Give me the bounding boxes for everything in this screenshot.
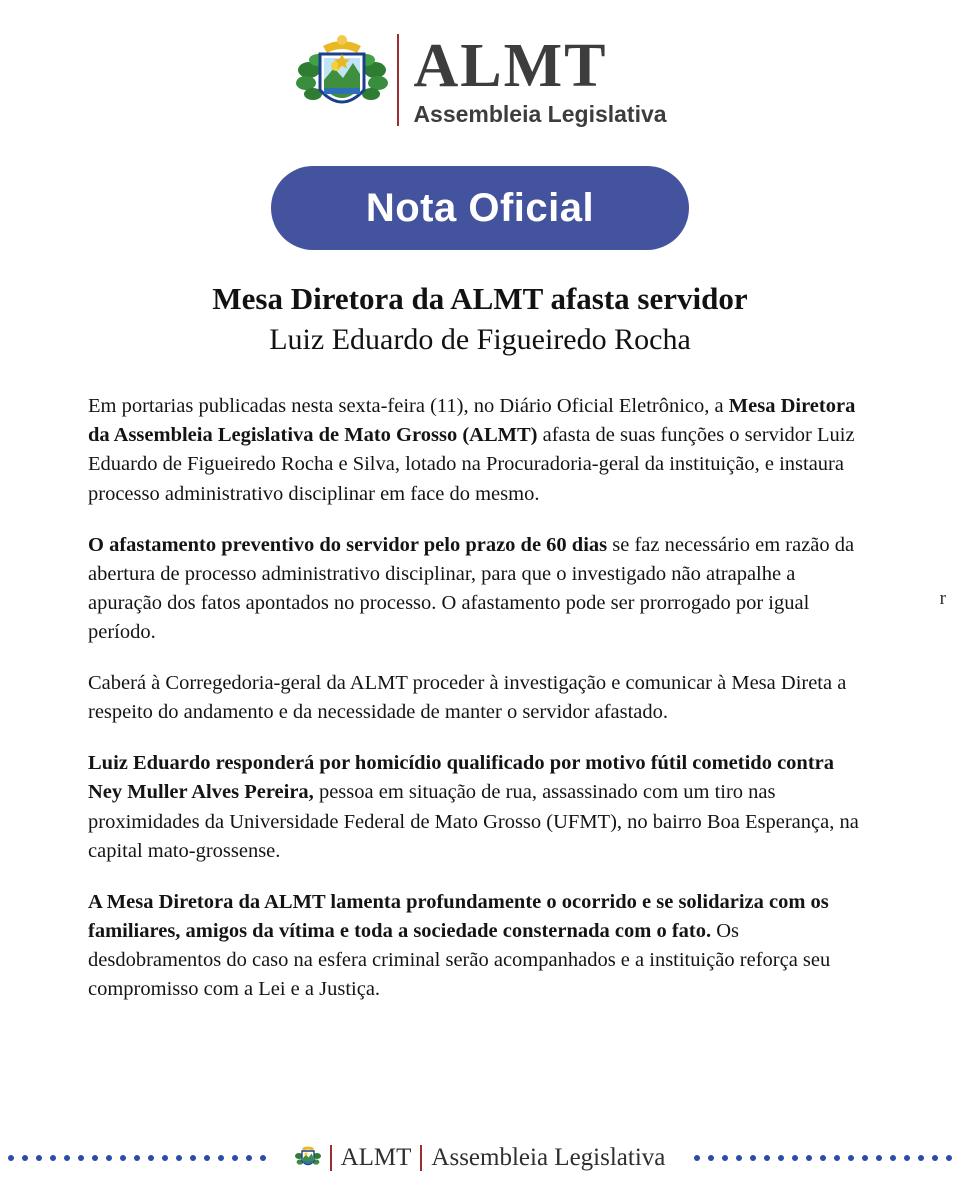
page-title: [0, 280, 960, 358]
paragraph-1-part-a: Em portarias publicadas nesta sexta-feira (11), no Diário Oficial Eletrônico, a: [88, 395, 729, 418]
paragraph-4-bold: Luiz Eduardo responderá por homicídio qualificado por motivo fútil cometido contra Ney Muller Alves Pereira,: [88, 752, 835, 804]
document-footer: [0, 1138, 960, 1178]
stray-margin-mark: r: [939, 588, 946, 609]
nota-oficial-badge-wrap: [0, 166, 960, 250]
footer-divider-2: [420, 1145, 422, 1171]
footer-dots-left: [8, 1154, 273, 1162]
almt-wordmark-text: ALMT: [413, 31, 608, 100]
footer-divider: [330, 1145, 332, 1171]
paragraph-2: [88, 531, 872, 647]
paragraph-2-bold: O afastamento preventivo do servidor pelo prazo de 60 dias: [88, 533, 608, 556]
paragraph-4: [88, 749, 872, 865]
paragraph-2-part-b: se faz necessário em razão da abertura de processo administrativo disciplinar, para que o investigado não atrapalhe a apuração dos fatos apontados no processo. O afastamento pode ser prorrogado por igual período.: [88, 533, 855, 644]
paragraph-5: [88, 888, 872, 1004]
mato-grosso-coat-of-arms-icon: [293, 30, 391, 130]
footer-brand-name: ALMT: [340, 1144, 412, 1171]
almt-logo-header: [0, 0, 960, 130]
paragraph-5-bold: A Mesa Diretora da ALMT lamenta profundamente o ocorrido e se solidariza com os familiares, amigos da vítima e toda a sociedade consternada com o fato.: [88, 890, 829, 942]
almt-wordmark-subtitle: Assembleia Legislativa: [413, 100, 667, 127]
logo-divider: [397, 34, 399, 126]
footer-brand: [273, 1144, 688, 1172]
paragraph-5-part-b: Os desdobramentos do caso na esfera criminal serão acompanhados e a instituição reforça seu compromisso com a Lei e a Justiça.: [88, 919, 831, 1001]
paragraph-1-part-c: afasta de suas funções o servidor Luiz Eduardo de Figueiredo Rocha e Silva, lotado na Procuradoria-geral da instituição, e instaura processo administrativo disciplinar em face do mesmo.: [88, 424, 855, 505]
almt-wordmark: [413, 31, 667, 127]
footer-dots-right: [687, 1154, 952, 1162]
page-title-line2: Luiz Eduardo de Figueiredo Rocha: [269, 322, 691, 356]
paragraph-1: [88, 392, 872, 508]
footer-brand-subtitle: Assembleia Legislativa: [431, 1144, 666, 1171]
paragraph-1-bold: Mesa Diretora da Assembleia Legislativa de Mato Grosso (ALMT): [88, 395, 856, 447]
page-title-line1: Mesa Diretora da ALMT afasta servidor: [212, 281, 748, 316]
mato-grosso-coat-of-arms-icon: [295, 1144, 321, 1172]
paragraph-4-part-b: pessoa em situação de rua, assassinado com um tiro nas proximidades da Universidade Federal de Mato Grosso (UFMT), no bairro Boa Esperança, na capital mato-grossense.: [88, 781, 859, 862]
document-body: [88, 392, 872, 1004]
nota-oficial-badge: Nota Oficial: [271, 166, 689, 250]
paragraph-3: Caberá à Corregedoria-geral da ALMT proceder à investigação e comunicar à Mesa Direta a respeito do andamento e da necessidade de manter o servidor afastado.: [88, 672, 847, 724]
